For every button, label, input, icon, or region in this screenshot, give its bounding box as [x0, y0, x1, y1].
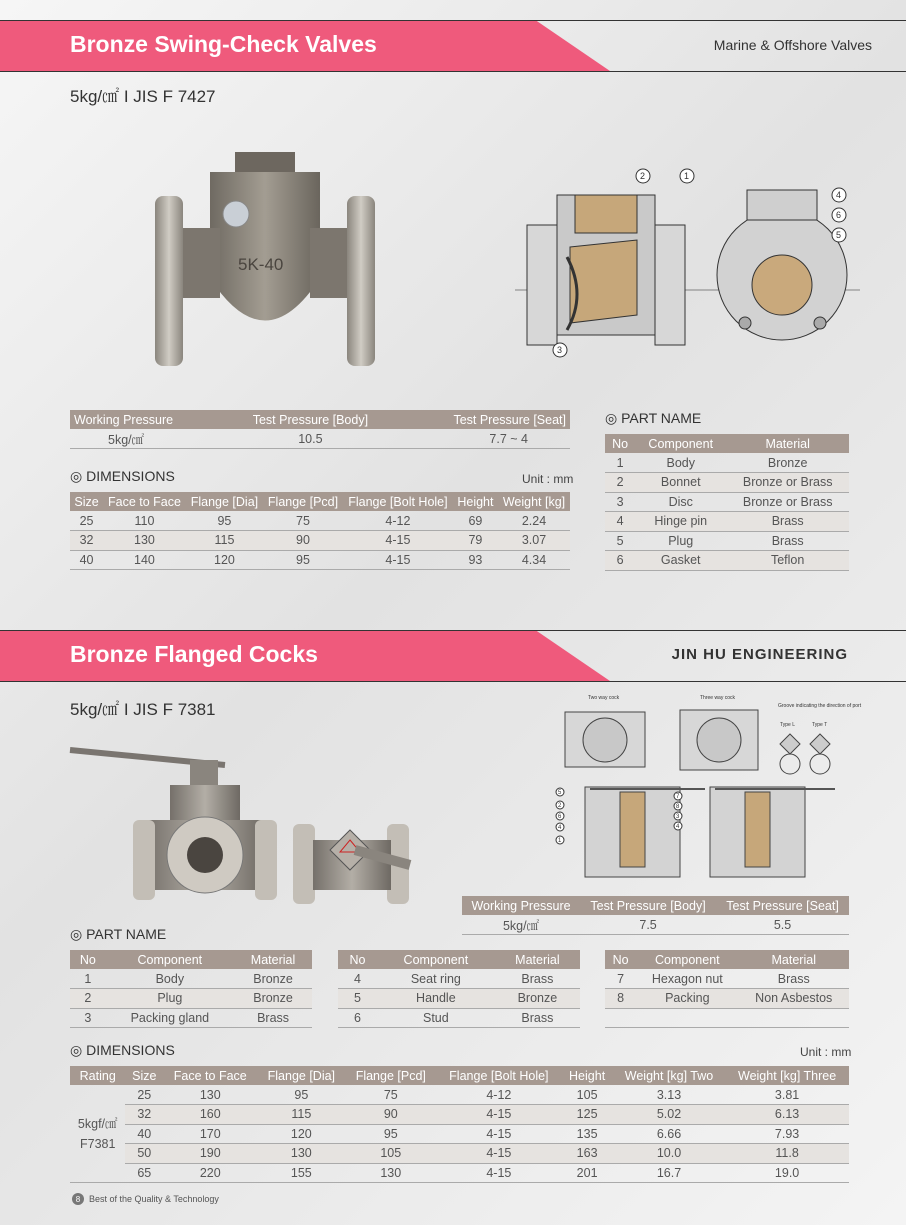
table-cell: 6 — [338, 1008, 377, 1028]
table-row — [70, 1008, 312, 1028]
table-cell: Brass — [739, 969, 850, 989]
header-cell: Flange [Dia] — [257, 1066, 345, 1085]
section-title: Bronze Flanged Cocks — [70, 641, 318, 667]
table-cell: 105 — [561, 1085, 612, 1105]
table-cell: 130 — [103, 531, 186, 551]
table-cell: 50 — [125, 1144, 163, 1164]
table-cell: 40 — [125, 1124, 163, 1144]
table-cell: 2.24 — [498, 511, 570, 531]
header-cell: Weight [kg] Three — [725, 1066, 849, 1085]
section-title: Bronze Swing-Check Valves — [70, 31, 377, 57]
header-cell: Flange [Pcd] — [345, 1066, 436, 1085]
table-cell: 135 — [561, 1124, 612, 1144]
pressure-table — [462, 896, 849, 935]
table-cell: 4.34 — [498, 550, 570, 570]
table-cell: 220 — [163, 1163, 257, 1183]
table-cell: 75 — [263, 511, 343, 531]
header-cell: Material — [726, 434, 849, 453]
table-cell: 163 — [561, 1144, 612, 1164]
callout-3: 3 — [557, 345, 563, 355]
table-cell: 4-15 — [436, 1124, 561, 1144]
callout-right-4: 4 — [676, 824, 680, 830]
table-row — [605, 969, 849, 989]
table-cell: Stud — [377, 1008, 495, 1028]
rating-cell — [70, 1085, 125, 1183]
table-row — [605, 453, 849, 473]
header-cell: Component — [635, 434, 726, 453]
callout-5: 5 — [836, 230, 842, 240]
header-cell: Component — [106, 950, 234, 969]
table-cell: 7.7 ~ 4 — [398, 429, 570, 449]
table-row — [338, 969, 580, 989]
callout-1: 1 — [684, 171, 690, 181]
flanged-cock-diagrams — [550, 692, 862, 887]
table-cell: 5 — [605, 531, 635, 551]
table-cell: 90 — [263, 531, 343, 551]
header-cell: Test Pressure [Body] — [580, 896, 716, 915]
table-cell: 5kg/㎠ — [462, 915, 580, 935]
callout-right-7: 7 — [676, 794, 680, 800]
table-cell: 130 — [163, 1085, 257, 1105]
pressure-table — [70, 410, 570, 449]
table-cell: 19.0 — [725, 1163, 849, 1183]
table-cell: 3 — [605, 492, 635, 512]
table-cell: 4-15 — [343, 531, 453, 551]
table-cell: 140 — [103, 550, 186, 570]
table-cell: 130 — [257, 1144, 345, 1164]
table-cell: 25 — [125, 1085, 163, 1105]
table-cell: 120 — [257, 1124, 345, 1144]
flanged-cock-photo — [65, 740, 415, 910]
table-row — [70, 1105, 849, 1125]
table-cell: 79 — [453, 531, 498, 551]
rating-value: 5kgf/㎠ — [77, 1116, 118, 1131]
table-cell: 95 — [263, 550, 343, 570]
table-cell: 115 — [186, 531, 263, 551]
header-cell: Rating — [70, 1066, 125, 1085]
table-row — [70, 1124, 849, 1144]
flanged-cocks-section — [0, 620, 906, 1225]
table-cell: Handle — [377, 989, 495, 1009]
header-cell: Size — [125, 1066, 163, 1085]
header-cell: Test Pressure [Seat] — [398, 410, 570, 429]
table-cell: 125 — [561, 1105, 612, 1125]
header-cell: Face to Face — [163, 1066, 257, 1085]
table-cell: 155 — [257, 1163, 345, 1183]
table-cell: 2 — [605, 473, 635, 493]
table-cell: 95 — [257, 1085, 345, 1105]
table-cell: 4-15 — [436, 1144, 561, 1164]
header-cell: Flange [Dia] — [186, 492, 263, 511]
table-row — [70, 550, 570, 570]
table-cell: 3.13 — [613, 1085, 725, 1105]
table-cell: 10.5 — [223, 429, 399, 449]
table-cell: Teflon — [726, 551, 849, 571]
table-cell: 4 — [338, 969, 377, 989]
table-cell: 3 — [70, 1008, 106, 1028]
table-cell: Seat ring — [377, 969, 495, 989]
rating-standard: F7381 — [80, 1136, 116, 1151]
table-cell: Body — [635, 453, 726, 473]
section-header — [0, 630, 906, 682]
header-cell: Component — [377, 950, 495, 969]
diagram-label-two-way: Two way cock — [588, 695, 620, 701]
page-footer — [72, 1193, 219, 1205]
table-cell: 110 — [103, 511, 186, 531]
diagram-label-type-t: Type T — [812, 722, 828, 728]
part-name-heading: ◎ PART NAME — [70, 926, 167, 942]
swing-check-valve-photo — [150, 148, 380, 370]
header-cell: Weight [kg] — [498, 492, 570, 511]
header-cell: Working Pressure — [462, 896, 580, 915]
table-cell: 201 — [561, 1163, 612, 1183]
table-cell: Non Asbestos — [739, 989, 850, 1009]
table-row — [338, 1008, 580, 1028]
table-row — [70, 969, 312, 989]
table-cell: 65 — [125, 1163, 163, 1183]
table-cell: 4-12 — [436, 1085, 561, 1105]
table-cell: 6 — [605, 551, 635, 571]
table-cell: 6.13 — [725, 1105, 849, 1125]
spec-line: 5kg/㎠ Ι JIS F 7381 — [70, 700, 216, 719]
callout-left-6: 6 — [558, 814, 562, 820]
table-cell: 130 — [345, 1163, 436, 1183]
callout-left-1: 1 — [558, 838, 562, 844]
table-cell: 69 — [453, 511, 498, 531]
header-cell: No — [605, 950, 636, 969]
table-cell: 11.8 — [725, 1144, 849, 1164]
table-cell: Body — [106, 969, 234, 989]
table-cell: 93 — [453, 550, 498, 570]
table-cell: Brass — [495, 969, 580, 989]
part-name-heading: ◎ PART NAME — [605, 410, 702, 426]
table-cell: 32 — [70, 531, 103, 551]
table-cell: 3.81 — [725, 1085, 849, 1105]
table-cell: 4-15 — [343, 550, 453, 570]
table-cell: Plug — [635, 531, 726, 551]
unit-label: Unit : mm — [800, 1045, 852, 1059]
table-cell: Brass — [495, 1008, 580, 1028]
table-cell: Bronze — [234, 989, 312, 1009]
table-cell: 5kg/㎠ — [70, 429, 223, 449]
table-cell: 190 — [163, 1144, 257, 1164]
table-row — [605, 1008, 849, 1028]
table-row — [605, 551, 849, 571]
header-cell: Size — [70, 492, 103, 511]
table-row — [70, 531, 570, 551]
category-label: Marine & Offshore Valves — [713, 37, 872, 53]
callout-left-2: 2 — [558, 803, 562, 809]
part-name-table-a — [70, 950, 312, 1028]
header-cell: No — [605, 434, 635, 453]
diagram-label-type-l: Type L — [780, 722, 796, 728]
table-cell: Brass — [726, 512, 849, 532]
header-cell: Test Pressure [Body] — [223, 410, 399, 429]
table-row — [70, 989, 312, 1009]
table-cell: 8 — [605, 989, 636, 1009]
spec-line: 5kg/㎠ Ι JIS F 7427 — [70, 87, 216, 106]
table-cell: 115 — [257, 1105, 345, 1125]
table-cell: 10.0 — [613, 1144, 725, 1164]
table-cell: Bronze — [234, 969, 312, 989]
unit-label: Unit : mm — [522, 472, 574, 486]
table-cell: 90 — [345, 1105, 436, 1125]
dimensions-heading: ◎ DIMENSIONS — [70, 468, 175, 484]
part-name-table-c — [605, 950, 849, 1028]
table-cell: Hinge pin — [635, 512, 726, 532]
table-cell: 95 — [186, 511, 263, 531]
table-cell: 1 — [70, 969, 106, 989]
table-row — [605, 473, 849, 493]
table-cell: 40 — [70, 550, 103, 570]
table-cell: 4-15 — [436, 1163, 561, 1183]
table-cell: 95 — [345, 1124, 436, 1144]
table-cell — [739, 1008, 850, 1028]
table-row — [605, 989, 849, 1009]
table-cell: 25 — [70, 511, 103, 531]
table-cell: Hexagon nut — [636, 969, 738, 989]
table-cell: 5 — [338, 989, 377, 1009]
part-name-table-b — [338, 950, 580, 1028]
table-cell: 75 — [345, 1085, 436, 1105]
table-cell: 6.66 — [613, 1124, 725, 1144]
callout-4: 4 — [836, 190, 842, 200]
table-cell: 160 — [163, 1105, 257, 1125]
table-row — [605, 492, 849, 512]
table-row — [70, 1163, 849, 1183]
table-cell: 16.7 — [613, 1163, 725, 1183]
header-cell: Weight [kg] Two — [613, 1066, 725, 1085]
dimensions-table — [70, 1066, 849, 1183]
table-cell: Bronze or Brass — [726, 492, 849, 512]
swing-check-cross-section — [515, 165, 860, 365]
table-cell: 105 — [345, 1144, 436, 1164]
table-cell: Bronze — [726, 453, 849, 473]
table-cell: Disc — [635, 492, 726, 512]
callout-left-5: 5 — [558, 790, 562, 796]
table-cell: 4 — [605, 512, 635, 532]
table-cell — [636, 1008, 738, 1028]
header-cell: Face to Face — [103, 492, 186, 511]
table-cell: Brass — [234, 1008, 312, 1028]
table-cell: 7.93 — [725, 1124, 849, 1144]
table-row — [70, 511, 570, 531]
table-cell: Bronze or Brass — [726, 473, 849, 493]
footer-tagline: Best of the Quality & Technology — [89, 1194, 219, 1204]
table-cell: 7 — [605, 969, 636, 989]
brand-logo: JIN HU ENGINEERING — [671, 646, 848, 663]
diagram-label-groove: Groove indicating the direction of port — [778, 703, 862, 709]
header-cell: Flange [Pcd] — [263, 492, 343, 511]
part-name-table — [605, 434, 849, 571]
table-cell: 32 — [125, 1105, 163, 1125]
table-cell: 4-15 — [436, 1105, 561, 1125]
header-cell: No — [338, 950, 377, 969]
header-cell: Height — [561, 1066, 612, 1085]
callout-right-3: 3 — [676, 814, 680, 820]
dimensions-table — [70, 492, 570, 570]
table-row — [605, 531, 849, 551]
table-row — [605, 512, 849, 532]
table-cell: 4-12 — [343, 511, 453, 531]
table-cell: Packing — [636, 989, 738, 1009]
header-cell: Working Pressure — [70, 410, 223, 429]
table-cell — [605, 1008, 636, 1028]
header-cell: Material — [495, 950, 580, 969]
header-cell: Material — [739, 950, 850, 969]
table-cell: Bonnet — [635, 473, 726, 493]
header-cell: Component — [636, 950, 738, 969]
page-number: 8 — [72, 1193, 84, 1205]
table-cell: Bronze — [495, 989, 580, 1009]
table-cell: 5.02 — [613, 1105, 725, 1125]
table-cell: Gasket — [635, 551, 726, 571]
table-cell: 1 — [605, 453, 635, 473]
header-cell: Height — [453, 492, 498, 511]
table-row — [338, 989, 580, 1009]
dimensions-heading: ◎ DIMENSIONS — [70, 1042, 175, 1058]
diagram-label-three-way: Three way cock — [700, 695, 736, 701]
header-cell: Flange [Bolt Hole] — [436, 1066, 561, 1085]
table-cell: Packing gland — [106, 1008, 234, 1028]
table-cell: 120 — [186, 550, 263, 570]
section-header — [0, 20, 906, 72]
callout-left-4: 4 — [558, 825, 562, 831]
header-cell: Material — [234, 950, 312, 969]
header-cell: Test Pressure [Seat] — [716, 896, 849, 915]
table-row — [70, 1085, 849, 1105]
header-cell: Flange [Bolt Hole] — [343, 492, 453, 511]
callout-6: 6 — [836, 210, 842, 220]
casting-mark: 5K-40 — [238, 255, 284, 274]
table-cell: Brass — [726, 531, 849, 551]
header-cell: No — [70, 950, 106, 969]
callout-right-8: 8 — [676, 804, 680, 810]
table-cell: 2 — [70, 989, 106, 1009]
callout-2: 2 — [640, 171, 646, 181]
table-cell: 170 — [163, 1124, 257, 1144]
table-cell: 5.5 — [716, 915, 849, 935]
table-row — [70, 1144, 849, 1164]
table-cell: 3.07 — [498, 531, 570, 551]
table-cell: Plug — [106, 989, 234, 1009]
table-cell: 7.5 — [580, 915, 716, 935]
